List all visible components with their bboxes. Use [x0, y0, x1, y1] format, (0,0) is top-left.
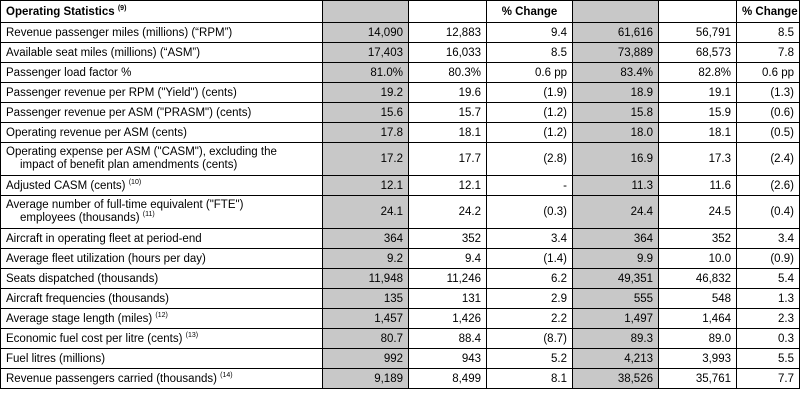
cell-q-change: 5.2 — [487, 349, 573, 369]
cell-q-current: 15.6 — [323, 103, 409, 123]
row-label-line: Available seat miles (millions) (“ASM”) — [6, 46, 201, 59]
header-y-change: % Change — [737, 1, 800, 23]
cell-q-current: 12.1 — [323, 176, 409, 196]
row-label-line — [6, 180, 317, 192]
row-label-text: Average stage length (miles) — [6, 312, 153, 325]
cell-q-prior: 17.7 — [409, 143, 487, 176]
header-q-current — [323, 1, 409, 23]
cell-y-change: (1.3) — [737, 83, 800, 103]
row-label-line: Passenger load factor % — [6, 66, 132, 79]
cell-y-current: 9.9 — [573, 249, 659, 269]
header-q-prior — [409, 1, 487, 23]
cell-q-change: (2.8) — [487, 143, 573, 176]
row-label — [1, 123, 323, 143]
table-title-cell — [1, 1, 323, 23]
row-label — [1, 196, 323, 229]
cell-q-prior: 131 — [409, 289, 487, 309]
cell-y-change: 3.4 — [737, 229, 800, 249]
cell-y-change: 5.4 — [737, 269, 800, 289]
cell-y-prior: 548 — [659, 289, 737, 309]
row-label — [1, 103, 323, 123]
cell-y-change: 8.5 — [737, 23, 800, 43]
row-label-line: Aircraft in operating fleet at period-end — [6, 232, 202, 245]
cell-y-current: 24.4 — [573, 196, 659, 229]
cell-q-current: 364 — [323, 229, 409, 249]
row-footnote-ref: (14) — [220, 371, 233, 379]
cell-q-prior: 16,033 — [409, 43, 487, 63]
cell-y-prior: 46,832 — [659, 269, 737, 289]
row-label-line: Aircraft frequencies (thousands) — [6, 292, 169, 305]
cell-y-current: 61,616 — [573, 23, 659, 43]
table-row — [1, 123, 800, 143]
row-label — [1, 143, 323, 176]
row-label-line: Operating revenue per ASM (cents) — [6, 126, 187, 139]
table-title-note: (9) — [117, 4, 127, 12]
table-row — [1, 43, 800, 63]
row-label — [1, 349, 323, 369]
cell-q-change: 8.5 — [487, 43, 573, 63]
table-row — [1, 309, 800, 329]
cell-y-change: 7.8 — [737, 43, 800, 63]
row-label — [1, 229, 323, 249]
cell-y-prior: 35,761 — [659, 369, 737, 389]
row-label — [1, 43, 323, 63]
cell-q-current: 80.7 — [323, 329, 409, 349]
table-row — [1, 176, 800, 196]
cell-y-current: 89.3 — [573, 329, 659, 349]
cell-q-current: 81.0% — [323, 63, 409, 83]
table-title: Operating Statistics — [6, 5, 115, 18]
cell-q-prior: 12.1 — [409, 176, 487, 196]
table-row — [1, 143, 800, 176]
cell-y-current: 18.0 — [573, 123, 659, 143]
table-row — [1, 349, 800, 369]
row-label — [1, 269, 323, 289]
table-row — [1, 269, 800, 289]
cell-y-prior: 10.0 — [659, 249, 737, 269]
cell-y-prior: 11.6 — [659, 176, 737, 196]
cell-q-current: 135 — [323, 289, 409, 309]
row-label-text: Adjusted CASM (cents) — [6, 179, 126, 192]
header-y-prior — [659, 1, 737, 23]
row-label — [1, 23, 323, 43]
row-footnote-ref: (11) — [142, 211, 155, 219]
cell-y-current: 83.4% — [573, 63, 659, 83]
cell-y-current: 1,497 — [573, 309, 659, 329]
cell-q-prior: 8,499 — [409, 369, 487, 389]
row-label-line: Average fleet utilization (hours per day) — [6, 252, 206, 265]
cell-y-change: 0.3 — [737, 329, 800, 349]
cell-y-current: 38,526 — [573, 369, 659, 389]
cell-q-current: 19.2 — [323, 83, 409, 103]
row-label — [1, 309, 323, 329]
row-footnote-ref: (12) — [155, 311, 168, 319]
cell-y-prior: 3,993 — [659, 349, 737, 369]
row-label-line — [6, 212, 317, 225]
cell-q-change: (1.2) — [487, 123, 573, 143]
cell-y-prior: 82.8% — [659, 63, 737, 83]
cell-y-change: 2.3 — [737, 309, 800, 329]
cell-q-change: 3.4 — [487, 229, 573, 249]
row-label-line — [6, 333, 317, 345]
table-row — [1, 103, 800, 123]
cell-q-prior: 12,883 — [409, 23, 487, 43]
cell-q-current: 1,457 — [323, 309, 409, 329]
cell-q-prior: 11,246 — [409, 269, 487, 289]
row-label — [1, 176, 323, 196]
cell-q-prior: 88.4 — [409, 329, 487, 349]
table-row — [1, 329, 800, 349]
cell-q-change: (1.2) — [487, 103, 573, 123]
cell-y-current: 364 — [573, 229, 659, 249]
row-label-line: Passenger revenue per ASM ("PRASM") (cents) — [6, 106, 252, 119]
row-label-text: Economic fuel cost per litre (cents) — [6, 332, 183, 345]
row-label-line: impact of benefit plan amendments (cents) — [20, 159, 238, 171]
cell-q-current: 14,090 — [323, 23, 409, 43]
cell-y-current: 18.9 — [573, 83, 659, 103]
table-row — [1, 23, 800, 43]
row-label-line: Average number of full-time equivalent ("FTE") — [6, 199, 244, 211]
row-label — [1, 249, 323, 269]
cell-q-change: (0.3) — [487, 196, 573, 229]
row-label-text: Revenue passengers carried (thousands) — [6, 372, 217, 385]
cell-y-prior: 56,791 — [659, 23, 737, 43]
row-label-text: employees (thousands) — [20, 212, 140, 224]
row-footnote-ref: (10) — [128, 178, 142, 186]
cell-y-prior: 24.5 — [659, 196, 737, 229]
cell-q-change: (1.4) — [487, 249, 573, 269]
cell-q-prior: 1,426 — [409, 309, 487, 329]
cell-y-current: 16.9 — [573, 143, 659, 176]
cell-y-prior: 1,464 — [659, 309, 737, 329]
cell-y-change: (0.9) — [737, 249, 800, 269]
cell-y-prior: 68,573 — [659, 43, 737, 63]
row-label-line: Seats dispatched (thousands) — [6, 272, 159, 285]
cell-y-change: (2.4) — [737, 143, 800, 176]
cell-q-change: 2.2 — [487, 309, 573, 329]
cell-y-current: 49,351 — [573, 269, 659, 289]
header-y-current — [573, 1, 659, 23]
cell-y-change: 5.5 — [737, 349, 800, 369]
cell-q-current: 17,403 — [323, 43, 409, 63]
cell-q-change: 2.9 — [487, 289, 573, 309]
cell-y-change: 1.3 — [737, 289, 800, 309]
cell-q-prior: 19.6 — [409, 83, 487, 103]
cell-q-change: 9.4 — [487, 23, 573, 43]
cell-y-prior: 352 — [659, 229, 737, 249]
cell-q-prior: 18.1 — [409, 123, 487, 143]
row-label-line: Passenger revenue per RPM ("Yield") (cents) — [6, 86, 237, 99]
table-row — [1, 229, 800, 249]
cell-y-change: 0.6 pp — [737, 63, 800, 83]
table-row — [1, 369, 800, 389]
cell-q-current: 9,189 — [323, 369, 409, 389]
cell-y-current: 73,889 — [573, 43, 659, 63]
cell-q-current: 11,948 — [323, 269, 409, 289]
row-label — [1, 289, 323, 309]
row-label-line: Operating expense per ASM ("CASM"), excluding the — [6, 146, 277, 158]
row-label — [1, 329, 323, 349]
cell-q-prior: 80.3% — [409, 63, 487, 83]
cell-y-prior: 89.0 — [659, 329, 737, 349]
table-row — [1, 63, 800, 83]
row-label-line — [6, 313, 317, 325]
cell-q-prior: 352 — [409, 229, 487, 249]
cell-y-prior: 15.9 — [659, 103, 737, 123]
cell-q-prior: 24.2 — [409, 196, 487, 229]
cell-q-prior: 9.4 — [409, 249, 487, 269]
cell-q-current: 17.2 — [323, 143, 409, 176]
cell-q-change: - — [487, 176, 573, 196]
header-row — [1, 1, 800, 23]
cell-q-current: 17.8 — [323, 123, 409, 143]
row-label-line: Revenue passenger miles (millions) (“RPM”) — [6, 26, 233, 39]
cell-y-current: 555 — [573, 289, 659, 309]
cell-y-current: 11.3 — [573, 176, 659, 196]
table-row — [1, 196, 800, 229]
cell-q-current: 24.1 — [323, 196, 409, 229]
cell-q-change: 6.2 — [487, 269, 573, 289]
cell-q-prior: 943 — [409, 349, 487, 369]
table-row — [1, 83, 800, 103]
row-label — [1, 83, 323, 103]
cell-y-prior: 18.1 — [659, 123, 737, 143]
header-q-change: % Change — [487, 1, 573, 23]
cell-y-current: 15.8 — [573, 103, 659, 123]
row-label-line — [6, 373, 317, 385]
cell-q-change: (1.9) — [487, 83, 573, 103]
cell-q-prior: 15.7 — [409, 103, 487, 123]
cell-q-change: 0.6 pp — [487, 63, 573, 83]
table-row — [1, 289, 800, 309]
cell-y-current: 4,213 — [573, 349, 659, 369]
cell-y-prior: 19.1 — [659, 83, 737, 103]
row-label — [1, 369, 323, 389]
cell-y-change: (0.4) — [737, 196, 800, 229]
cell-q-change: 8.1 — [487, 369, 573, 389]
cell-q-current: 992 — [323, 349, 409, 369]
row-label-line: Fuel litres (millions) — [6, 352, 106, 365]
cell-y-prior: 17.3 — [659, 143, 737, 176]
cell-y-change: (0.5) — [737, 123, 800, 143]
row-footnote-ref: (13) — [185, 331, 199, 339]
table-row — [1, 249, 800, 269]
cell-y-change: (0.6) — [737, 103, 800, 123]
cell-q-current: 9.2 — [323, 249, 409, 269]
row-label — [1, 63, 323, 83]
cell-y-change: 7.7 — [737, 369, 800, 389]
cell-y-change: (2.6) — [737, 176, 800, 196]
cell-q-change: (8.7) — [487, 329, 573, 349]
